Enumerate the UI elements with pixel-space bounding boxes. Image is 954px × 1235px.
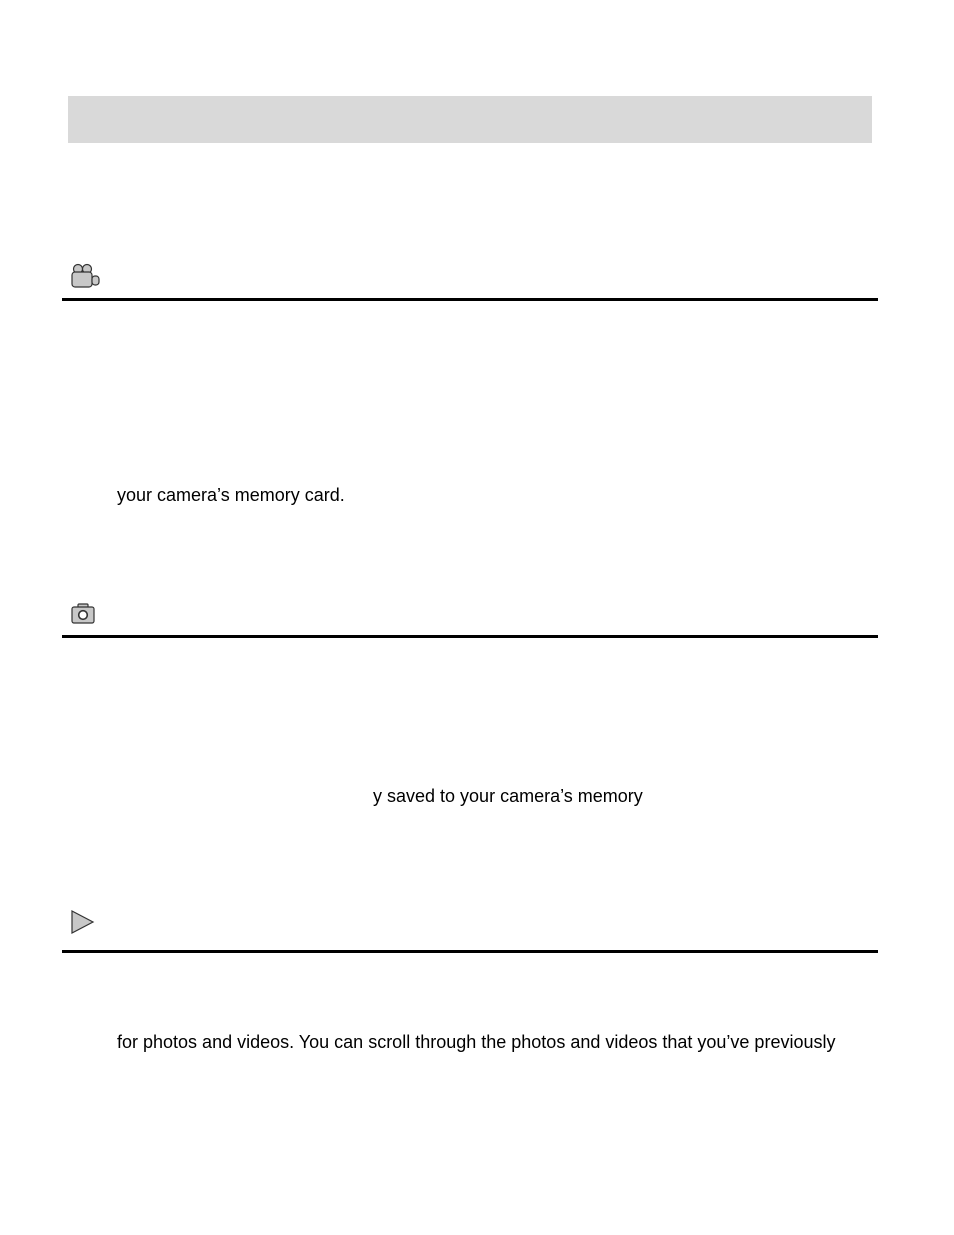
- photo-section-text: y saved to your camera’s memory: [373, 786, 643, 806]
- photo-camera-icon: [70, 602, 98, 631]
- video-section-text: your camera’s memory card.: [117, 485, 345, 505]
- video-camera-icon: [70, 263, 102, 294]
- section-divider-video: [62, 298, 878, 301]
- playback-icon: [70, 909, 96, 940]
- section-header-band: [68, 96, 872, 143]
- playback-section-text: for photos and videos. You can scroll through the photos and videos that you’ve previously: [117, 1032, 836, 1052]
- section-divider-playback: [62, 950, 878, 953]
- section-divider-photo: [62, 635, 878, 638]
